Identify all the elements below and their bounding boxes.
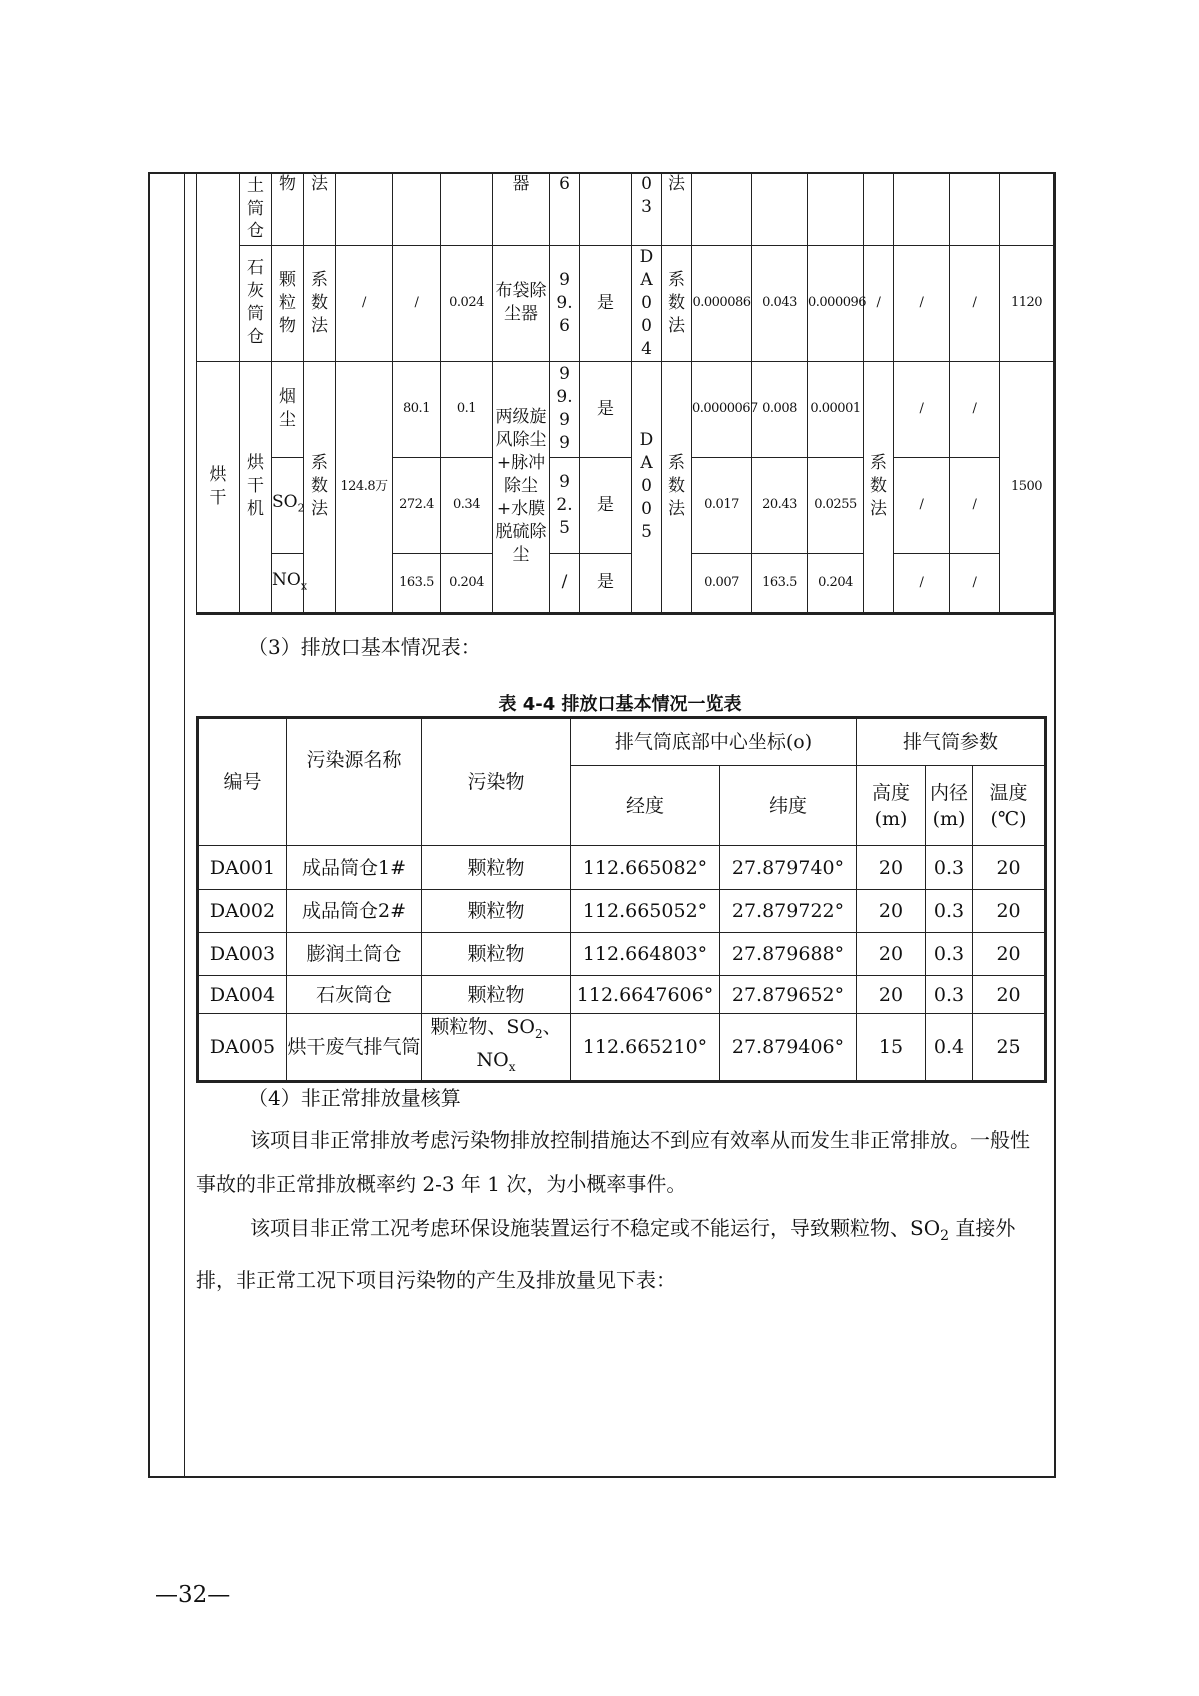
cell-process: 烘干 <box>209 464 227 508</box>
cell-concentration: / <box>393 246 441 362</box>
cell-method: 法 <box>311 174 328 194</box>
cell-pollutant: 颗粒物 <box>422 976 571 1014</box>
cell-source: 石灰筒仓 <box>287 976 422 1014</box>
cell-facility: 器 <box>493 173 550 246</box>
cell-c2: / <box>894 553 950 613</box>
header-coordinates: 排气筒底部中心坐标(o) <box>571 718 857 766</box>
cell-concentration: 80.1 <box>393 361 441 457</box>
cell-gas-volume: 124.8万 <box>336 361 393 613</box>
cell-method: 系数法 <box>311 269 328 336</box>
cell-longitude: 112.665082° <box>571 846 720 890</box>
table-row <box>198 890 1046 933</box>
cell-id: DA004 <box>198 976 287 1014</box>
header-diameter: 内径(m) <box>926 766 973 846</box>
cell-gas-volume: / <box>336 246 393 362</box>
table-header-row <box>198 718 1046 766</box>
cell-latitude: 27.879688° <box>720 933 857 976</box>
cell-c2: / <box>894 246 950 362</box>
cell-height: 20 <box>857 890 926 933</box>
cell-pollutant: 颗粒物 <box>422 890 571 933</box>
table-row: $SO_2$ 272.4 0.34 92.5 是 0.017 20.43 0.0255 / / <box>197 457 1055 553</box>
header-pollutant: 污染物 <box>422 718 571 846</box>
cell-source: 土筒仓 <box>247 175 264 242</box>
table-row <box>197 246 1055 362</box>
cell-emission-rate: 0.008 <box>752 361 808 457</box>
page-number: —32— <box>155 1582 231 1608</box>
cell-emission-concentration: 0.0000067 <box>692 361 752 457</box>
cell-rate: 0.024 <box>441 246 493 362</box>
cell-diameter: 0.3 <box>926 890 973 933</box>
header-source: 污染源名称 <box>287 718 422 846</box>
cell-diameter: 0.4 <box>926 1014 973 1082</box>
header-height: 高度(m) <box>857 766 926 846</box>
cell-emission-rate: 20.43 <box>752 457 808 553</box>
cell-longitude: 112.665210° <box>571 1014 720 1082</box>
table-row <box>198 846 1046 890</box>
cell-source: 石灰筒仓 <box>247 258 264 348</box>
cell-id: DA005 <box>198 1014 287 1082</box>
table-row <box>197 361 1055 457</box>
table-row: $NO_x$ 163.5 0.204 / 是 0.007 163.5 0.204 / / <box>197 553 1055 613</box>
cell-efficiency: 6 <box>559 174 570 194</box>
cell-feasible: 是 <box>580 553 632 613</box>
cell-c1: / <box>864 246 894 362</box>
cell-pollutant: 物 <box>279 174 296 194</box>
cell-efficiency: 99.99 <box>556 364 573 454</box>
cell-longitude: 112.665052° <box>571 890 720 933</box>
cell-c3: / <box>950 361 1000 457</box>
cell-latitude: 27.879740° <box>720 846 857 890</box>
cell-feasible: 是 <box>580 457 632 553</box>
table-row <box>198 933 1046 976</box>
cell-c2: / <box>894 361 950 457</box>
cell-emission-concentration: 0.007 <box>692 553 752 613</box>
outlet-table <box>196 716 1047 1083</box>
cell-method2: 系数法 <box>668 453 685 520</box>
cell-pollutant: SO <box>272 492 298 513</box>
section-3-title: （3）排放口基本情况表： <box>248 635 481 659</box>
cell-source: 成品筒仓2# <box>287 890 422 933</box>
cell-c3: / <box>950 457 1000 553</box>
cell-efficiency: / <box>550 553 580 613</box>
cell-efficiency: 99.6 <box>556 269 573 336</box>
cell-method: 系数法 <box>311 453 328 520</box>
cell-c2: / <box>894 457 950 553</box>
cell-pollutant: NO <box>272 569 301 590</box>
cell-c3: / <box>950 246 1000 362</box>
cell-pollutant: 颗粒物 <box>422 846 571 890</box>
emission-table-continued <box>196 172 1056 615</box>
cell-longitude: 112.6647606° <box>571 976 720 1014</box>
paragraph-2: 该项目非正常工况考虑环保设施装置运行不稳定或不能运行，导致颗粒物、$SO_2$ 直接外排，非正常工况下项目污染物的产生及排放量见下表： <box>196 1216 1016 1292</box>
cell-emission-rate: 163.5 <box>752 553 808 613</box>
cell-latitude: 27.879722° <box>720 890 857 933</box>
cell-pollutant: 颗粒物、$SO_2$、 $NO_x$ <box>422 1014 571 1082</box>
cell-diameter: 0.3 <box>926 933 973 976</box>
cell-facility: 两级旋风除尘+脉冲除尘+水膜脱硫除尘 <box>493 361 550 613</box>
frame-divider <box>184 172 185 1478</box>
cell-emission-amount: 0.204 <box>808 553 864 613</box>
cell-outlet: DA004 <box>639 247 654 359</box>
cell-source: 烘干机 <box>247 453 264 520</box>
header-stack-params: 排气筒参数 <box>857 718 1046 766</box>
cell-height: 15 <box>857 1014 926 1082</box>
cell-rate: 0.34 <box>441 457 493 553</box>
cell-temperature: 20 <box>973 890 1046 933</box>
header-id: 编号 <box>198 718 287 846</box>
cell-facility: 布袋除尘器 <box>493 246 550 362</box>
cell-feasible: 是 <box>580 361 632 457</box>
cell-diameter: 0.3 <box>926 846 973 890</box>
cell-concentration: 272.4 <box>393 457 441 553</box>
cell-outlet: DA005 <box>639 430 654 543</box>
cell-c3: / <box>950 553 1000 613</box>
paragraph-1: 该项目非正常排放考虑污染物排放控制措施达不到应有效率从而发生非正常排放。一般性事故的非正常排放概率约 2-3 年 1 次，为小概率事件。 <box>196 1128 1030 1196</box>
cell-emission-concentration: 0.017 <box>692 457 752 553</box>
cell-hours: 1120 <box>1000 246 1055 362</box>
cell-id: DA002 <box>198 890 287 933</box>
section-4-title: （4）非正常排放量核算 <box>248 1086 461 1110</box>
cell-height: 20 <box>857 846 926 890</box>
cell-height: 20 <box>857 976 926 1014</box>
header-latitude: 纬度 <box>720 766 857 846</box>
table-row <box>198 976 1046 1014</box>
table-row <box>197 173 1055 246</box>
cell-outlet: 03 <box>641 174 652 217</box>
cell-id: DA003 <box>198 933 287 976</box>
cell-emission-amount: 0.00001 <box>808 361 864 457</box>
cell-longitude: 112.664803° <box>571 933 720 976</box>
cell-emission-amount: 0.000096 <box>808 246 864 362</box>
cell-hours: 1500 <box>1000 361 1055 613</box>
cell-pollutant: 颗粒物 <box>279 269 296 336</box>
table-row <box>198 1014 1046 1082</box>
cell-diameter: 0.3 <box>926 976 973 1014</box>
cell-emission-rate: 0.043 <box>752 246 808 362</box>
cell-source: 膨润土筒仓 <box>287 933 422 976</box>
body-paragraphs <box>196 1118 1046 1302</box>
cell-pollutant: 颗粒物 <box>422 933 571 976</box>
table-caption: 表 4-4 排放口基本情况一览表 <box>498 694 742 715</box>
cell-feasible: 是 <box>580 246 632 362</box>
cell-id: DA001 <box>198 846 287 890</box>
cell-temperature: 20 <box>973 933 1046 976</box>
cell-source: 烘干废气排气筒 <box>287 1014 422 1082</box>
cell-method3: 系数法 <box>870 453 887 520</box>
cell-temperature: 25 <box>973 1014 1046 1082</box>
cell-pollutant: 烟尘 <box>279 387 296 431</box>
cell-method2: 系数法 <box>668 269 685 336</box>
header-longitude: 经度 <box>571 766 720 846</box>
cell-source: 成品筒仓1# <box>287 846 422 890</box>
cell-height: 20 <box>857 933 926 976</box>
cell-rate: 0.1 <box>441 361 493 457</box>
cell-temperature: 20 <box>973 846 1046 890</box>
cell-rate: 0.204 <box>441 553 493 613</box>
cell-latitude: 27.879406° <box>720 1014 857 1082</box>
header-temperature: 温度(℃) <box>973 766 1046 846</box>
cell-temperature: 20 <box>973 976 1046 1014</box>
cell-concentration: 163.5 <box>393 553 441 613</box>
cell-emission-concentration: 0.000086 <box>692 246 752 362</box>
cell-latitude: 27.879652° <box>720 976 857 1014</box>
cell-efficiency: 92.5 <box>556 471 573 538</box>
cell-method2: 法 <box>668 174 685 194</box>
cell-emission-amount: 0.0255 <box>808 457 864 553</box>
